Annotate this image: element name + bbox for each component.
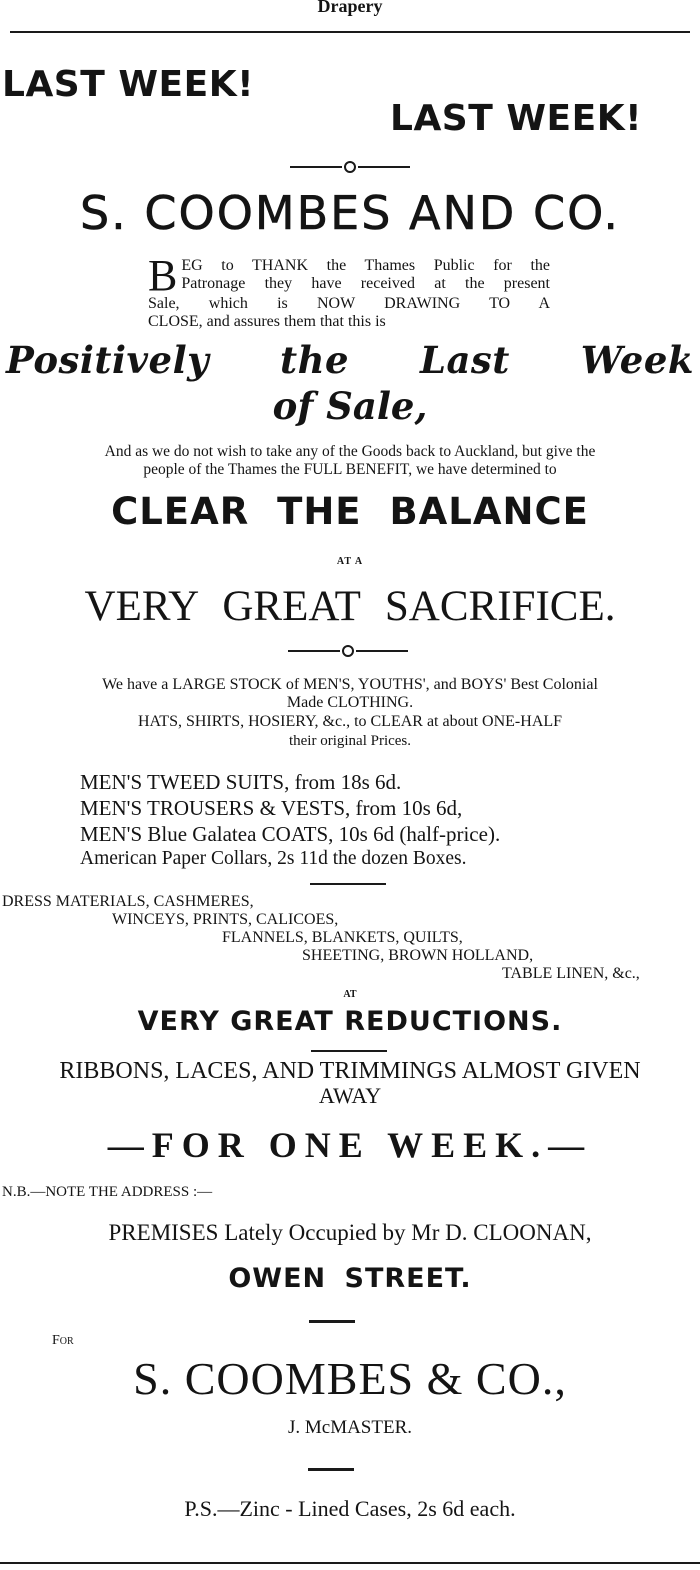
postscript: P.S.—Zinc - Lined Cases, 2s 6d each. [184,1496,516,1521]
benefit-line-2: people of the Thames the FULL BENEFIT, we have determined to [143,461,557,478]
firm-title: S. COOMBES AND CO. [79,186,621,240]
dress-line: DRESS MATERIALS, CASHMERES, [2,893,254,910]
item-line: MEN'S TWEED SUITS, from 18s 6d. [80,770,402,794]
drop-cap: B [148,251,178,300]
for-label: For [52,1333,74,1348]
intro-line: EG to THANK the Thames Public for the [181,257,550,274]
short-rule [310,883,386,885]
stock-line-4: their original Prices. [288,733,412,749]
address-note: N.B.—NOTE THE ADDRESS :— [2,1184,213,1200]
item-line: MEN'S TROUSERS & VESTS, from 10s 6d, [80,796,463,820]
header-rule [10,31,690,33]
street-line: OWEN STREET. [228,1263,472,1294]
one-week-banner: —FOR ONE WEEK.— [107,1125,593,1165]
headline-right: LAST WEEK! [390,98,643,139]
at-a-label: AT A [336,556,364,567]
short-rule [308,1468,354,1471]
ribbons-line-2: AWAY [318,1083,382,1108]
ornament-rule [288,645,408,657]
intro-paragraph [148,251,550,330]
ornament-rule [290,161,410,173]
stock-line-3: HATS, SHIRTS, HOSIERY, &c., to CLEAR at about ONE-HALF [137,713,563,730]
signoff-agent: J. McMASTER. [287,1417,413,1438]
intro-line: CLOSE, and assures them that this is [148,312,386,330]
stock-line-2: Made CLOTHING. [286,694,414,711]
item-line: American Paper Collars, 2s 11d the dozen Boxes. [80,848,467,869]
signoff-firm: S. COOMBES & CO., [133,1353,567,1404]
dress-line: SHEETING, BROWN HOLLAND, [302,947,534,964]
footer-rule [0,1562,700,1564]
short-rule [311,1050,387,1052]
intro-line: Sale, which is NOW DRAWING TO A [148,295,550,312]
positively-line-2: of Sale, [272,384,428,428]
headline-left: LAST WEEK! [2,64,255,105]
ribbons-line-1: RIBBONS, LACES, AND TRIMMINGS ALMOST GIVEN [59,1058,641,1084]
intro-line: Patronage they have received at the present [181,274,550,292]
dress-line: WINCEYS, PRINTS, CALICOES, [112,911,339,928]
positively-line-1: Positively the Last Week [6,338,694,382]
reductions-title: VERY GREAT REDUCTIONS. [137,1006,563,1037]
sacrifice-title: VERY GREAT SACRIFICE. [84,583,616,630]
premises-line: PREMISES Lately Occupied by Mr D. CLOONAN, [108,1220,592,1245]
section-heading: Drapery [317,0,383,16]
dress-line: TABLE LINEN, &c., [502,965,640,982]
item-line: MEN'S Blue Galatea COATS, 10s 6d (half-price). [80,822,501,846]
short-rule [309,1320,355,1323]
dress-line: FLANNELS, BLANKETS, QUILTS, [222,929,463,946]
clear-balance-title: CLEAR THE BALANCE [111,490,589,533]
at-label: AT [343,989,357,1000]
stock-line-1: We have a LARGE STOCK of MEN'S, YOUTHS', and BOYS' Best Colonial [102,676,598,693]
benefit-line-1: And as we do not wish to take any of the Goods back to Auckland, but give the [104,443,596,460]
